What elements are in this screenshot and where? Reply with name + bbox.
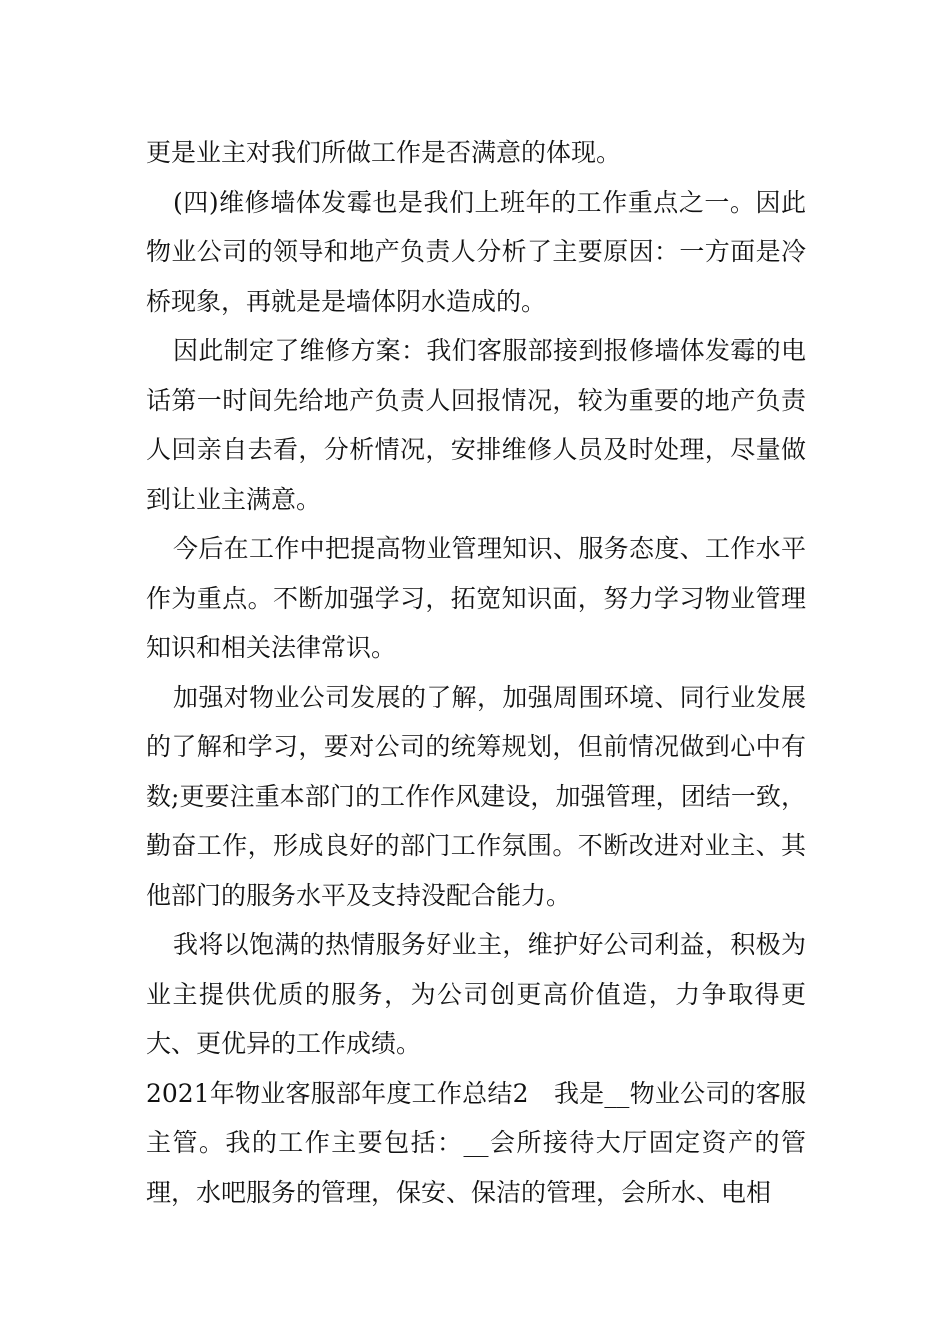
paragraph-mold-repair: (四)维修墙体发霉也是我们上班年的工作重点之一。因此物业公司的领导和地产负责人分析了主要原因：一方面是冷桥现象，再就是是墙体阴水造成的。 <box>146 187 806 316</box>
paragraph-future-focus: 今后在工作中把提高物业管理知识、服务态度、工作水平作为重点。不断加强学习，拓宽知识面，努力学习物业管理知识和相关法律常识。 <box>146 534 806 662</box>
paragraph-commitment: 我将以饱满的热情服务好业主，维护好公司利益，积极为业主提供优质的服务，为公司创更高价值造，力争取得更大、更优异的工作成绩。 <box>146 930 806 1058</box>
paragraph-company-development: 加强对物业公司发展的了解，加强周围环境、同行业发展的了解和学习，要对公司的统筹规划，但前情况做到心中有数;更要注重本部门的工作作风建设，加强管理，团结一致，勤奋工作，形成良好的部门工作氛围。不断改进对业主、其他部门的服务水平及支持没配合能力。 <box>146 682 806 910</box>
paragraph-repair-plan: 因此制定了维修方案：我们客服部接到报修墙体发霉的电话第一时间先给地产负责人回报情况，较为重要的地产负责人回亲自去看，分析情况，安排维修人员及时处理，尽量做到让业主满意。 <box>146 336 806 514</box>
paragraph-continuation: 更是业主对我们所做工作是否满意的体现。 <box>146 138 622 167</box>
document-body <box>146 128 806 1217</box>
paragraph-summary-2: 2021年物业客服部年度工作总结2 我是__物业公司的客服主管。我的工作主要包括：__会所接待大厅固定资产的管理，水吧服务的管理，保安、保洁的管理，会所水、电相 <box>146 1078 806 1207</box>
